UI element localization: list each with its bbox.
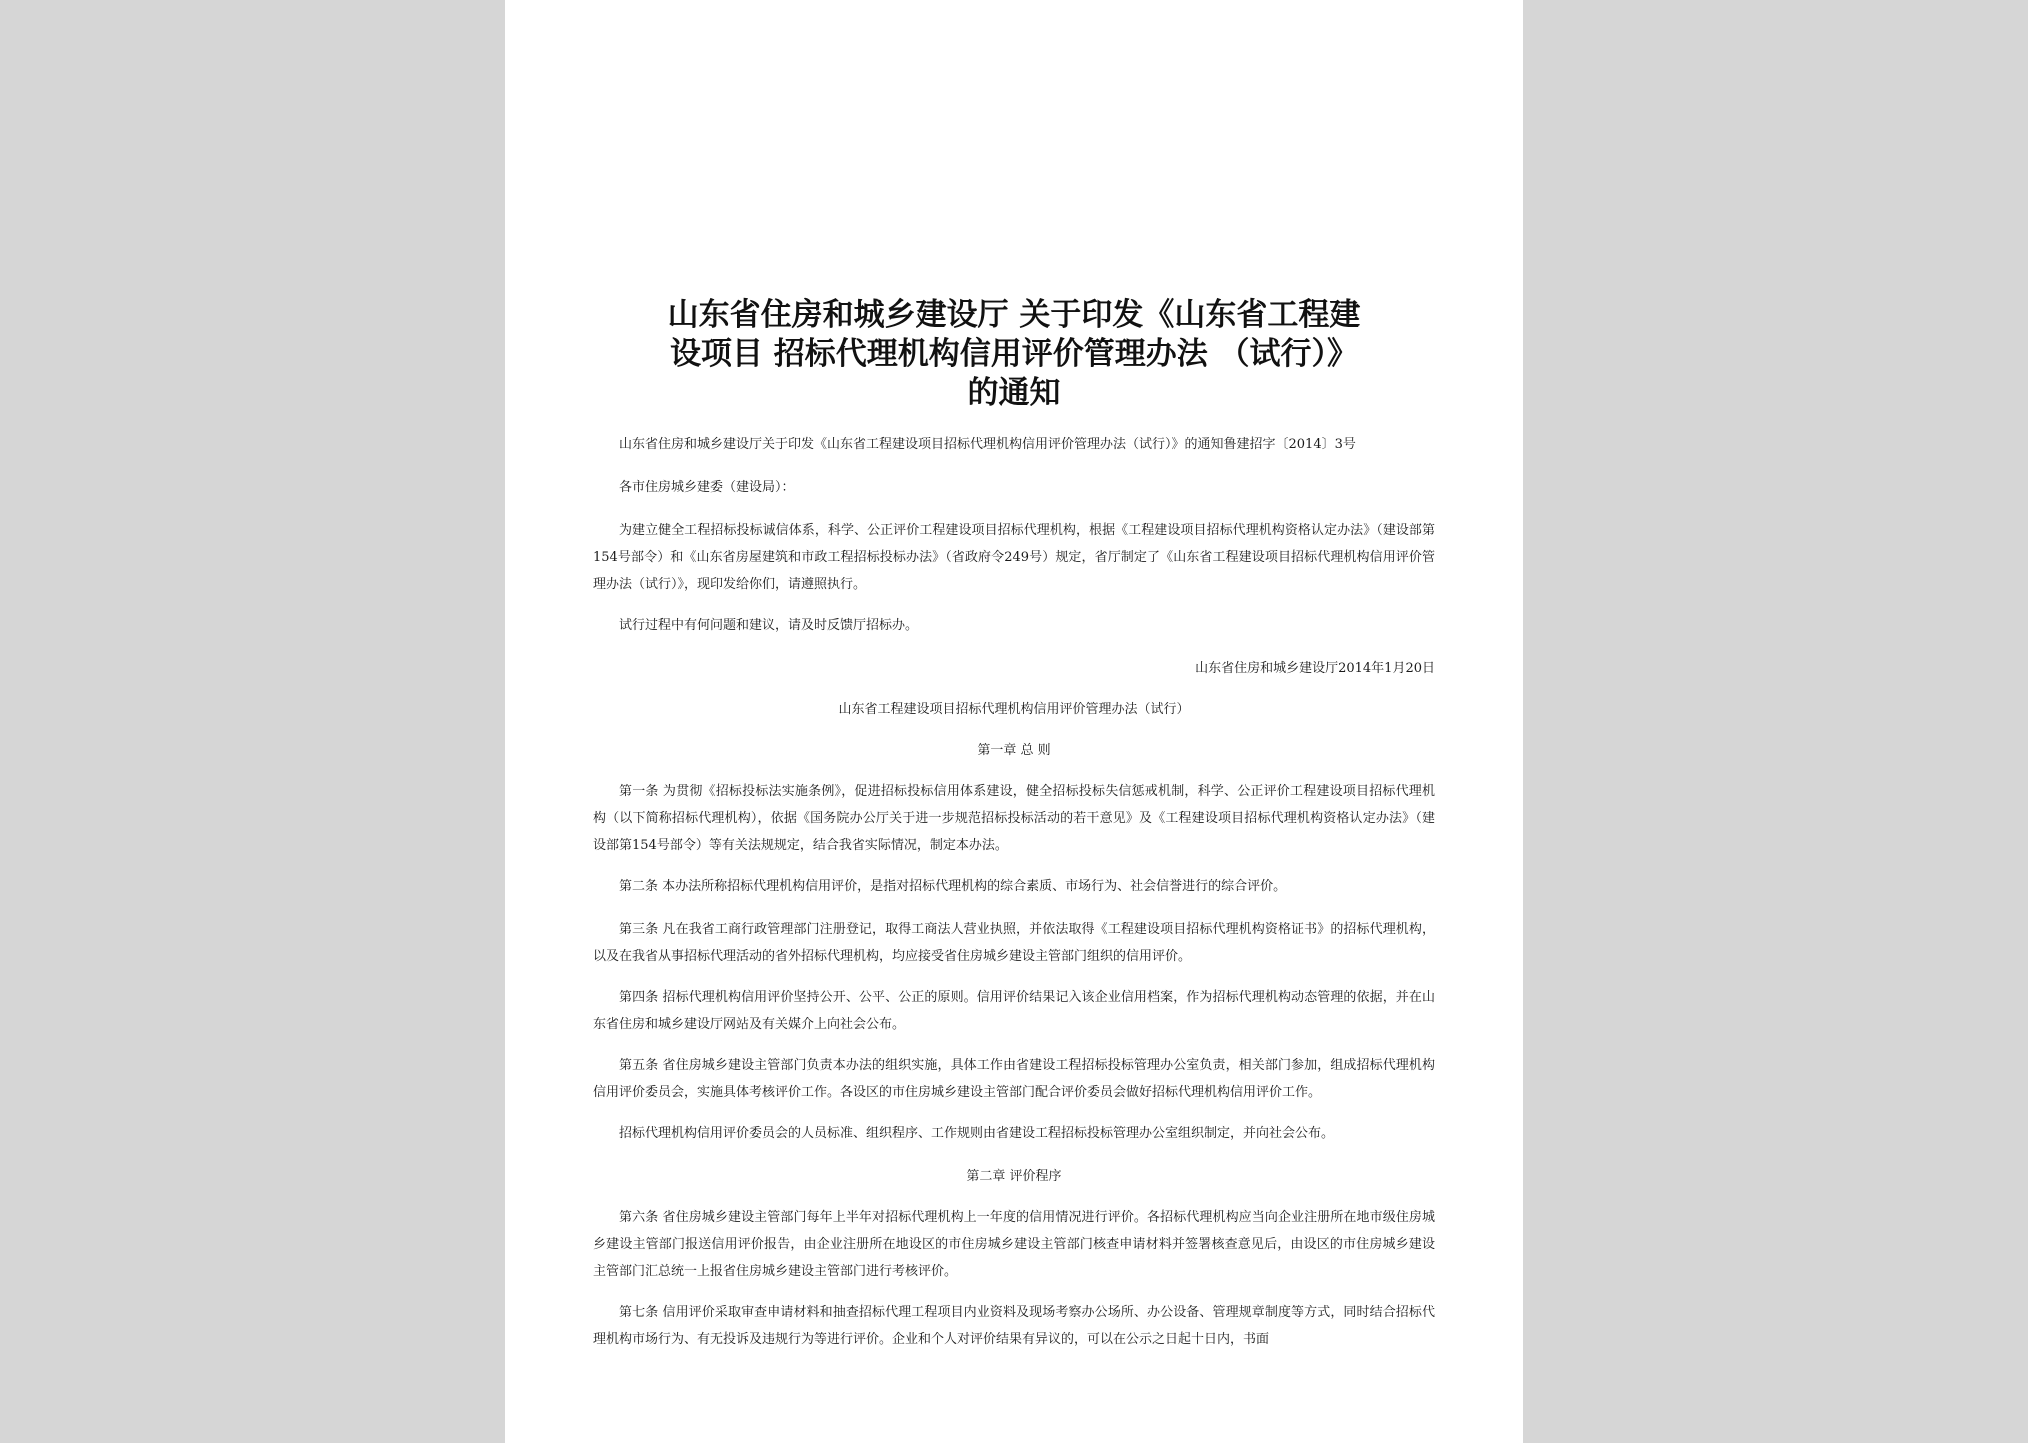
- document-title: [593, 296, 1435, 413]
- article-4: 第四条 招标代理机构信用评价坚持公开、公平、公正的原则。信用评价结果记入该企业信用档案，作为招标代理机构动态管理的依据，并在山东省住房和城乡建设厅网站及有关媒介上向社会公布。: [593, 990, 1435, 1032]
- reference-line: 山东省住房和城乡建设厅关于印发《山东省工程建设项目招标代理机构信用评价管理办法（试行）》的通知鲁建招字〔2014〕3号: [619, 437, 1356, 452]
- article-5-paragraph-2: 招标代理机构信用评价委员会的人员标准、组织程序、工作规则由省建设工程招标投标管理办公室组织制定，并向社会公布。: [619, 1126, 1335, 1141]
- article-2: 第二条 本办法所称招标代理机构信用评价，是指对招标代理机构的综合素质、市场行为、社会信誉进行的综合评价。: [619, 879, 1287, 894]
- addressee: 各市住房城乡建委（建设局）：: [619, 480, 795, 495]
- article-5: 第五条 省住房城乡建设主管部门负责本办法的组织实施，具体工作由省建设工程招标投标管理办公室负责，相关部门参加，组成招标代理机构信用评价委员会，实施具体考核评价工作。各设区的市住房城乡建设主管部门配合评价委员会做好招标代理机构信用评价工作。: [593, 1058, 1435, 1100]
- chapter-heading-1: 第一章 总 则: [977, 743, 1051, 758]
- chapter-heading-2: 第二章 评价程序: [966, 1169, 1062, 1184]
- attachment-title: 山东省工程建设项目招标代理机构信用评价管理办法（试行）: [838, 702, 1190, 717]
- document-page: [505, 0, 1523, 1443]
- title-line-3: 的通知: [967, 375, 1061, 411]
- article-7: 第七条 信用评价采取审查申请材料和抽查招标代理工程项目内业资料及现场考察办公场所、办公设备、管理规章制度等方式，同时结合招标代理机构市场行为、有无投诉及违规行为等进行评价。企业和个人对评价结果有异议的，可以在公示之日起十日内，书面: [593, 1305, 1435, 1347]
- article-3: 第三条 凡在我省工商行政管理部门注册登记，取得工商法人营业执照，并依法取得《工程建设项目招标代理机构资格证书》的招标代理机构，以及在我省从事招标代理活动的省外招标代理机构，均应接受省住房城乡建设主管部门组织的信用评价。: [593, 922, 1435, 964]
- article-6: 第六条 省住房城乡建设主管部门每年上半年对招标代理机构上一年度的信用情况进行评价。各招标代理机构应当向企业注册所在地市级住房城乡建设主管部门报送信用评价报告，由企业注册所在地设区的市住房城乡建设主管部门核查申请材料并签署核查意见后，由设区的市住房城乡建设主管部门汇总统一上报省住房城乡建设主管部门进行考核评价。: [593, 1210, 1435, 1279]
- article-1: 第一条 为贯彻《招标投标法实施条例》，促进招标投标信用体系建设，健全招标投标失信惩戒机制，科学、公正评价工程建设项目招标代理机构（以下简称招标代理机构），依据《国务院办公厅关于进一步规范招标投标活动的若干意见》及《工程建设项目招标代理机构资格认定办法》（建设部第154号部令）等有关法规规定，结合我省实际情况，制定本办法。: [593, 784, 1435, 853]
- title-line-1: 山东省住房和城乡建设厅 关于印发《山东省工程建: [667, 297, 1361, 333]
- title-line-2: 设项目 招标代理机构信用评价管理办法 （试行）》: [669, 336, 1359, 372]
- document-content: [593, 296, 1435, 1367]
- intro-paragraph: 为建立健全工程招标投标诚信体系，科学、公正评价工程建设项目招标代理机构，根据《工程建设项目招标代理机构资格认定办法》（建设部第154号部令）和《山东省房屋建筑和市政工程招标投标办法》（省政府令249号）规定，省厅制定了《山东省工程建设项目招标代理机构信用评价管理办法（试行）》，现印发给你们，请遵照执行。: [593, 523, 1435, 592]
- feedback-paragraph: 试行过程中有何问题和建议，请及时反馈厅招标办。: [619, 618, 919, 633]
- signature-date: 山东省住房和城乡建设厅2014年1月20日: [1195, 661, 1435, 676]
